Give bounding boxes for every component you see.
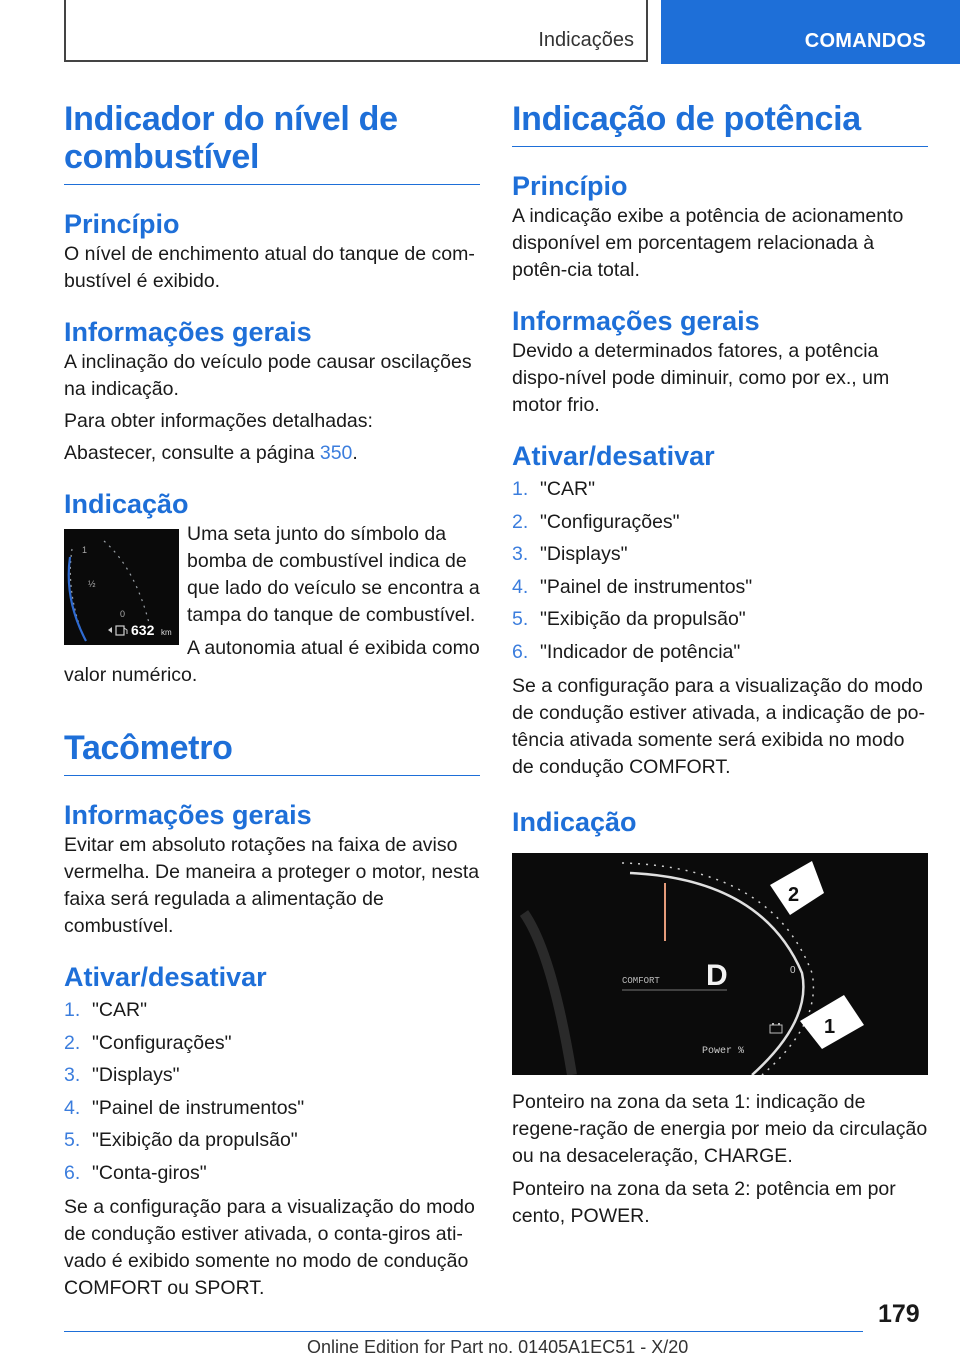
fuel-gauge-image	[64, 529, 179, 645]
header-section-tab	[64, 0, 648, 62]
list-item	[64, 1059, 480, 1092]
arrow-2-caption: Ponteiro na zona da seta 2: potência em por cento, POWER.	[512, 1177, 896, 1227]
tacho-general-heading: Informações gerais	[64, 800, 312, 830]
fuel-general-text-3-suffix: .	[352, 442, 358, 464]
fuel-gauge-title: Indicador do nível de combustível	[64, 100, 480, 185]
arrow-2-number: 2	[788, 883, 800, 906]
fuel-display-text-2: A autonomia atual é exibida como valor numérico.	[64, 637, 480, 686]
tachometer-title: Tacômetro	[64, 729, 480, 776]
tacho-after-text: Se a configuração para a visualização do modo de condução estiver ativada, o conta-giros ati-vado é exibido somente no modo de condução COMFORT ou SPORT.	[64, 1195, 475, 1299]
arrow-1-caption: Ponteiro na zona da seta 1: indicação de regene-ração de energia por meio da circulação ou na desaceleração, CHARGE.	[512, 1090, 928, 1167]
list-item	[64, 994, 480, 1027]
list-item	[512, 506, 928, 539]
power-percent-label: Power %	[702, 1045, 745, 1057]
power-principle-heading: Princípio	[512, 171, 628, 201]
step-text: "Painel de instrumentos"	[540, 575, 753, 598]
power-activate-heading: Ativar/desativar	[512, 441, 715, 471]
step-number: 5.	[512, 608, 529, 631]
step-number: 3.	[64, 1064, 81, 1087]
step-text: "Displays"	[92, 1064, 180, 1087]
step-number: 3.	[512, 543, 529, 566]
step-number: 2.	[64, 1031, 81, 1054]
tacho-general-text: Evitar em absoluto rotações na faixa de aviso vermelha. De maneira a proteger o motor, nesta faixa será regulada a alimentação de combustível.	[64, 834, 480, 937]
arrow-1-number: 1	[824, 1015, 836, 1038]
header-chapter-tab	[661, 0, 960, 64]
step-text: "Conta-giros"	[92, 1161, 207, 1184]
list-item	[512, 636, 928, 669]
right-column	[512, 100, 928, 1230]
step-text: "Configurações"	[540, 510, 680, 533]
footer-divider	[64, 1331, 863, 1332]
fuel-principle-heading: Princípio	[64, 209, 180, 239]
fuel-tick-half: ½	[88, 579, 96, 589]
step-text: "Exibição da propulsão"	[92, 1129, 298, 1152]
step-number: 1.	[64, 999, 81, 1021]
list-item	[64, 1124, 480, 1157]
step-number: 4.	[512, 575, 529, 598]
power-zero-tick: 0	[790, 964, 796, 976]
footer-edition: Online Edition for Part no. 01405A1EC51 - X/20	[307, 1337, 689, 1357]
page-reference-link[interactable]: 350	[319, 442, 353, 464]
list-item	[512, 603, 928, 636]
fuel-general-text-2: Para obter informações detalhadas:	[64, 410, 373, 432]
fuel-general-heading: Informações gerais	[64, 317, 312, 347]
power-general-heading: Informações gerais	[512, 306, 760, 336]
list-item	[512, 538, 928, 571]
fuel-general-text-3-prefix: Abastecer, consulte a página	[64, 442, 320, 464]
list-item	[512, 571, 928, 604]
power-display-heading: Indicação	[512, 806, 637, 837]
fuel-display-heading: Indicação	[64, 489, 189, 519]
list-item	[64, 1027, 480, 1060]
step-text: "Indicador de potência"	[540, 640, 741, 663]
gear-indicator: D	[706, 958, 728, 992]
step-number: 6.	[512, 640, 529, 663]
step-number: 4.	[64, 1096, 81, 1119]
tacho-steps-list	[64, 994, 480, 1190]
power-display-image	[512, 853, 928, 1075]
step-text: "Displays"	[540, 543, 628, 566]
fuel-display-block	[64, 521, 480, 689]
list-item	[64, 1157, 480, 1190]
tacho-activate-heading: Ativar/desativar	[64, 962, 267, 992]
step-text: "Painel de instrumentos"	[92, 1096, 305, 1119]
power-indicator-title: Indicação de potência	[512, 100, 928, 147]
range-unit: km	[161, 628, 172, 637]
range-value: 632	[131, 622, 155, 638]
step-text: "Exibição da propulsão"	[540, 608, 746, 631]
step-text: "CAR"	[540, 478, 596, 500]
power-general-text: Devido a determinados fatores, a potência dispo-nível pode diminuir, como por ex., um motor frio.	[512, 340, 890, 416]
step-number: 1.	[512, 478, 529, 500]
power-after-text: Se a configuração para a visualização do modo de condução estiver ativada, a indicação de po-tência ativada somente será exibida no modo de condução COMFORT.	[512, 674, 926, 778]
comfort-mode-label: COMFORT	[622, 975, 660, 986]
fuel-tick-full: 1	[82, 545, 88, 555]
header-chapter-label: COMANDOS	[804, 30, 926, 52]
step-number: 6.	[64, 1161, 81, 1184]
header-section-label: Indicações	[538, 29, 634, 51]
page-number: 179	[878, 1300, 920, 1328]
list-item	[512, 473, 928, 506]
step-number: 5.	[64, 1129, 81, 1152]
power-steps-list	[512, 473, 928, 669]
fuel-general-text-1: A inclinação do veículo pode causar oscilações na indicação.	[64, 351, 472, 400]
fuel-general-text-3	[64, 440, 480, 467]
left-column	[64, 100, 480, 1302]
fuel-tick-empty: 0	[120, 609, 126, 619]
fuel-principle-text: O nível de enchimento atual do tanque de com-bustível é exibido.	[64, 243, 475, 292]
list-item	[64, 1092, 480, 1125]
fuel-display-text-1: Uma seta junto do símbolo da bomba de combustível indica de que lado do veículo se encontra a tampa do tanque de combustível.	[187, 523, 480, 626]
step-text: "Configurações"	[92, 1031, 232, 1054]
power-principle-text: A indicação exibe a potência de acionamento disponível em porcentagem relacionada à potên-cia total.	[512, 205, 904, 281]
step-number: 2.	[512, 510, 529, 533]
step-text: "CAR"	[92, 999, 148, 1021]
